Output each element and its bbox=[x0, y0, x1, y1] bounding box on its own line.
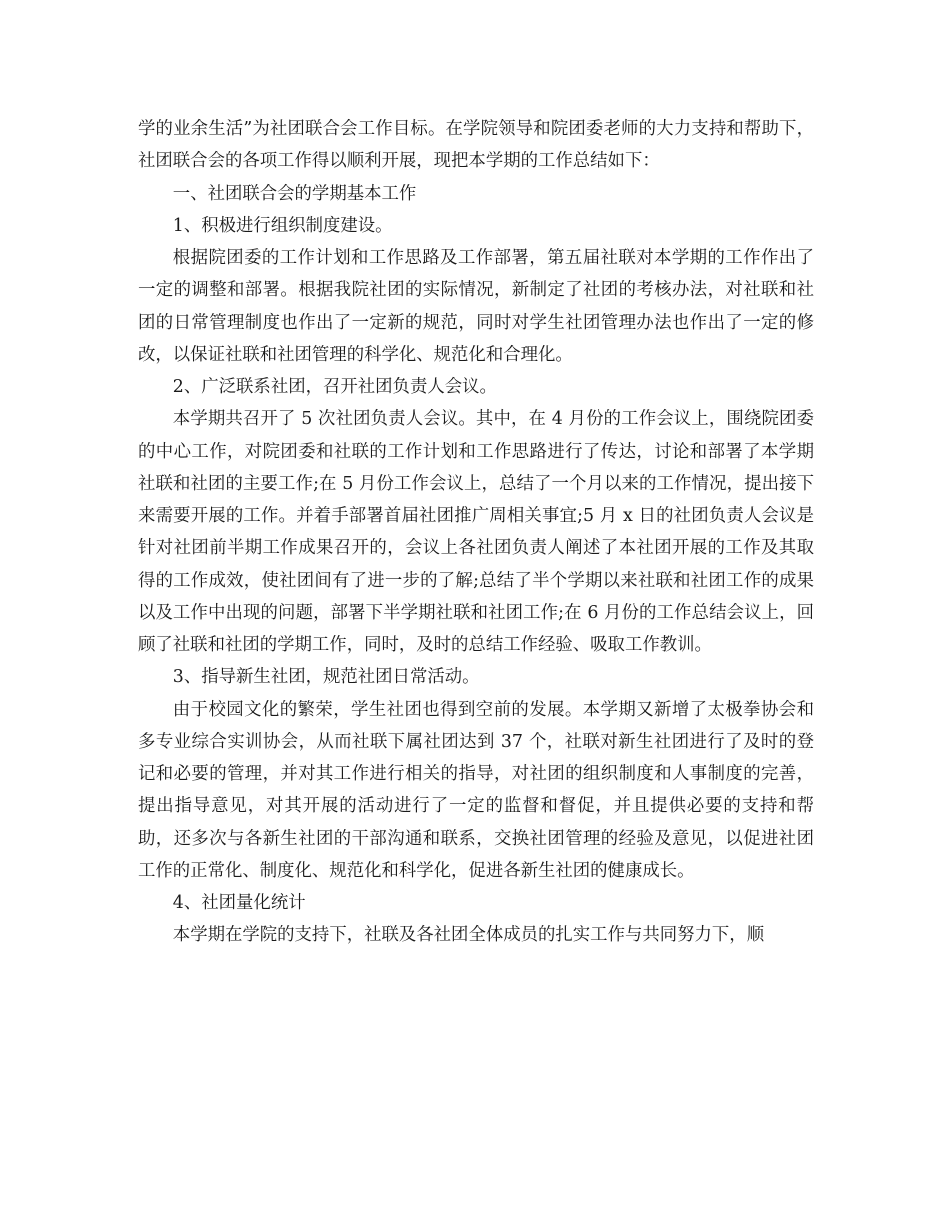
paragraph-new-clubs: 由于校园文化的繁荣，学生社团也得到空前的发展。本学期又新增了太极拳协会和多专业综合实训协会，从而社联下属社团达到 37 个，社联对新生社团进行了及时的登记和必要的管理，并对其工作进行相关的指导，对社团的组织制度和人事制度的完善，提出指导意见，对其开展的活动进行了一定的监督和督促，并且提供必要的支持和帮助，还多次与各新生社团的干部沟通和联系，交换社团管理的经验及意见，以促进社团工作的正常化、制度化、规范化和科学化，促进各新生社团的健康成长。 bbox=[138, 699, 814, 881]
subsection-heading-new-clubs: 3、指导新生社团，规范社团日常活动。 bbox=[172, 667, 480, 688]
paragraph-organization: 根据院团委的工作计划和工作思路及工作部署，第五届社联对本学期的工作作出了一定的调整和部署。根据我院社团的实际情况，新制定了社团的考核办法，对社联和社团的日常管理制度也作出了一定新的规范，同时对学生社团管理办法也作出了一定的修改，以保证社联和社团管理的科学化、规范化和合理化。 bbox=[138, 248, 814, 365]
document-body bbox=[138, 113, 814, 952]
subsection-heading-organization: 1、积极进行组织制度建设。 bbox=[172, 215, 393, 236]
paragraph-continuation: 学的业余生活”为社团联合会工作目标。在学院领导和院团委老师的大力支持和帮助下，社团联合会的各项工作得以顺利开展，现把本学期的工作总结如下： bbox=[138, 119, 814, 172]
subsection-heading-statistics: 4、社团量化统计 bbox=[172, 893, 306, 913]
paragraph-statistics: 本学期在学院的支持下，社联及各社团全体成员的扎实工作与共同努力下，顺 bbox=[172, 925, 765, 946]
section-heading-basic-work: 一、社团联合会的学期基本工作 bbox=[172, 183, 417, 204]
paragraph-meetings: 本学期共召开了 5 次社团负责人会议。其中，在 4 月份的工作会议上，围绕院团委的中心工作，对院团委和社联的工作计划和工作思路进行了传达，讨论和部署了本学期社联和社团的主要工作;在 5 月份工作会议上，总结了一个月以来的工作情况，提出接下来需要开展的工作。并着手部署首届社团推广周相关事宜;5 月 x 日的社团负责人会议是针对社团前半期工作成果召开的，会议上各社团负责人阐述了本社团开展的工作及其取得的工作成效，使社团间有了进一步的了解;总结了半个学期以来社联和社团工作的成果以及工作中出现的问题，部署下半学期社联和社团工作;在 6 月份的工作总结会议上，回顾了社联和社团的学期工作，同时，及时的总结工作经验、吸取工作教训。 bbox=[138, 409, 814, 655]
subsection-heading-meetings: 2、广泛联系社团，召开社团负责人会议。 bbox=[172, 377, 497, 397]
